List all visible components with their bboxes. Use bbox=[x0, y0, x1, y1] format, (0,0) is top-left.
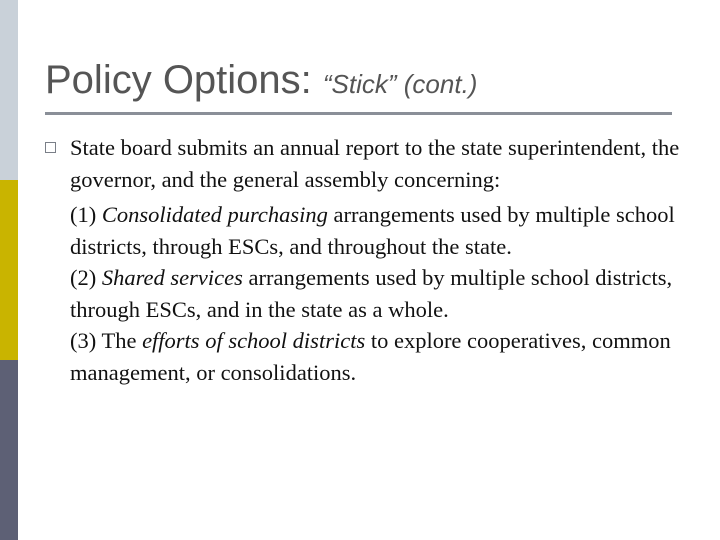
item-2-emphasis: Shared services bbox=[101, 265, 243, 290]
item-1-rest: arrangements used by multiple school districts, through ESCs, and throughout the state. bbox=[70, 202, 675, 259]
item-1-prefix: (1) bbox=[70, 202, 102, 227]
item-3-emphasis: efforts of school districts bbox=[142, 328, 366, 353]
side-bar-middle bbox=[0, 180, 18, 360]
item-3-rest: to explore cooperatives, common management, or consolidations. bbox=[70, 328, 671, 385]
slide-title-sub: “Stick” (cont.) bbox=[322, 69, 478, 99]
square-bullet-icon bbox=[45, 142, 56, 153]
side-bar-top bbox=[0, 0, 18, 180]
list-item-3 bbox=[70, 325, 685, 388]
slide-title bbox=[45, 58, 477, 103]
item-2-rest: arrangements used by multiple school districts, through ESCs, and in the state as a whole. bbox=[70, 265, 673, 322]
item-2-prefix: (2) bbox=[70, 265, 102, 290]
slide-body bbox=[45, 132, 685, 388]
bullet-text bbox=[70, 132, 685, 388]
item-3-prefix: (3) The bbox=[70, 328, 143, 353]
side-bar-bottom bbox=[0, 360, 18, 540]
slide-title-main: Policy Options: bbox=[45, 58, 323, 102]
item-1-emphasis: Consolidated purchasing bbox=[101, 202, 328, 227]
list-item-1 bbox=[70, 199, 685, 262]
list-item-2 bbox=[70, 262, 685, 325]
title-divider bbox=[45, 112, 672, 115]
intro-text: State board submits an annual report to the state superintendent, the governor, and the general assembly concerning: bbox=[70, 135, 680, 192]
